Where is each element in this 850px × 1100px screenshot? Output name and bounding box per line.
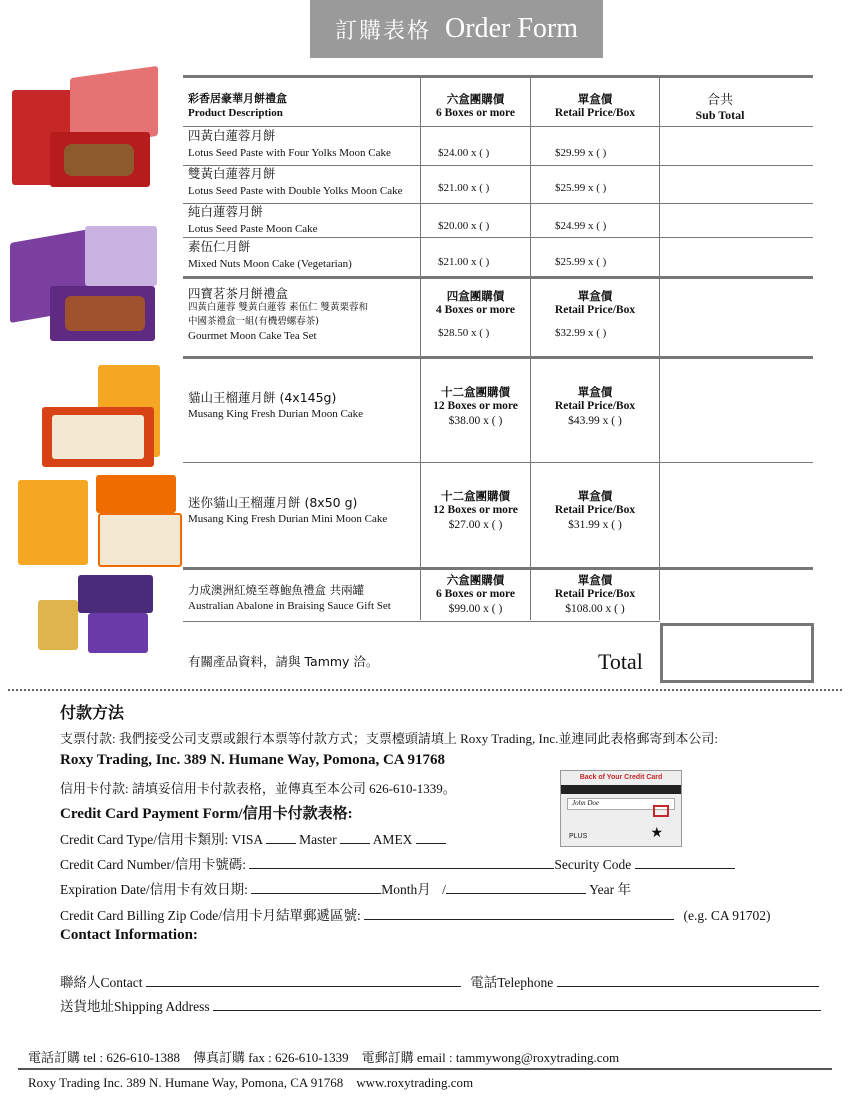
footer-address: Roxy Trading Inc. 389 N. Humane Way, Pomona, CA 91768 www.roxytrading.com <box>28 1075 474 1090</box>
row-en: Musang King Fresh Durian Moon Cake <box>188 408 364 420</box>
col-sub-en: Sub Total <box>695 108 745 122</box>
slash: / <box>442 882 446 897</box>
price-group: $28.50 x ( ) <box>438 327 490 339</box>
footer-contact: 電話訂購 tel : 626-610-1388 傳真訂購 fax : 626-610-1339 電郵訂購 email : tammywong@roxytrading.com <box>28 1050 620 1065</box>
amex-field[interactable] <box>416 831 446 844</box>
telephone-field[interactable] <box>557 974 819 987</box>
row-zh: 雙黃白蓮蓉月餅 <box>188 166 276 181</box>
price-group: $99.00 x ( ) <box>448 603 503 615</box>
contact-field[interactable] <box>146 974 461 987</box>
year-label: Year 年 <box>589 882 632 897</box>
row-double-yolks <box>188 167 420 198</box>
price-retail: $24.99 x ( ) <box>555 220 607 232</box>
zip-field[interactable] <box>364 907 674 920</box>
tea-group-en: 4 Boxes or more <box>435 304 516 316</box>
zip-label: Credit Card Billing Zip Code/信用卡月結單郵遞區號: <box>60 908 361 923</box>
card-signature: John Doe <box>567 798 675 810</box>
payment-address: Roxy Trading, Inc. 389 N. Humane Way, Pomona, CA 91768 <box>60 752 446 768</box>
col-retail-en: Retail Price/Box <box>554 107 636 119</box>
row-zh: 力成澳洲紅燒至尊鮑魚禮盒 共兩罐 <box>188 583 365 597</box>
price-group: $21.00 x ( ) <box>438 182 490 194</box>
price-group: $27.00 x ( ) <box>448 519 503 531</box>
cc-number-field[interactable] <box>249 856 554 869</box>
telephone-label: 電話Telephone <box>470 975 554 990</box>
row-zh: 純白蓮蓉月餅 <box>188 204 264 219</box>
row-mixed-nuts <box>188 240 420 271</box>
footer-divider <box>18 1068 832 1070</box>
row-zh: 素伍仁月餅 <box>188 239 251 254</box>
row-zh: 四黃白蓮蓉月餅 <box>188 128 276 143</box>
mini-group-zh: 十二盒團購價 <box>441 489 510 503</box>
price-group: $21.00 x ( ) <box>438 256 490 268</box>
cc-number-label: Credit Card Number/信用卡號碼: <box>60 857 246 872</box>
card-brand: PLUS <box>569 833 588 840</box>
price-retail: $25.99 x ( ) <box>555 256 607 268</box>
mooncake-box-red-image <box>12 72 162 192</box>
star-icon: ★ <box>650 826 663 841</box>
row-en: Gourmet Moon Cake Tea Set <box>188 330 317 342</box>
row-abalone <box>188 583 423 613</box>
security-label: Security Code <box>554 857 632 872</box>
expiration-row <box>60 878 631 898</box>
price-retail: $31.99 x ( ) <box>568 519 622 531</box>
col-retail-zh: 單盒價 <box>577 92 613 106</box>
abalone-retail-zh: 單盒價 <box>577 573 613 587</box>
price-retail: $29.99 x ( ) <box>555 147 607 159</box>
abalone-group-en: 6 Boxes or more <box>435 588 516 600</box>
durian-mooncake-image <box>42 365 170 473</box>
shipping-label: 送貨地址Shipping Address <box>60 999 210 1014</box>
tea-group-zh: 四盒團購價 <box>446 289 505 303</box>
mini-retail-en: Retail Price/Box <box>554 504 636 516</box>
row-en: Musang King Fresh Durian Mini Moon Cake <box>188 513 388 525</box>
col-product-en: Product Description <box>188 107 283 119</box>
row-en: Australian Abalone in Braising Sauce Gift Set <box>188 600 391 612</box>
contact-title: Contact Information: <box>60 927 198 943</box>
abalone-group-zh: 六盒團購價 <box>446 573 505 587</box>
shipping-field[interactable] <box>213 998 821 1011</box>
master-label: Master <box>299 832 337 847</box>
row-zh: 迷你貓山王榴蓮月餅 (8x50 g) <box>188 495 358 510</box>
cc-type-row <box>60 828 446 848</box>
total-label: Total <box>598 649 643 674</box>
visa-field[interactable] <box>266 831 296 844</box>
row-en: Lotus Seed Paste with Four Yolks Moon Cake <box>188 147 391 159</box>
cc-number-row <box>60 853 780 873</box>
price-group: $38.00 x ( ) <box>448 415 503 427</box>
mooncake-tea-set-image <box>10 226 160 346</box>
row-zh: 四寶茗茶月餅禮盒 <box>188 286 289 301</box>
abalone-retail-en: Retail Price/Box <box>554 588 636 600</box>
payment-card: 信用卡付款: 請填妥信用卡付款表格，並傳真至本公司 626-610-1339。 <box>60 781 456 796</box>
price-retail: $25.99 x ( ) <box>555 182 607 194</box>
zip-row <box>60 904 771 924</box>
durian-retail-en: Retail Price/Box <box>554 400 636 412</box>
price-group: $20.00 x ( ) <box>438 220 490 232</box>
col-six-zh: 六盒團購價 <box>446 92 505 106</box>
row-en: Mixed Nuts Moon Cake (Vegetarian) <box>188 258 352 270</box>
payment-title: 付款方法 <box>60 703 125 722</box>
durian-retail-zh: 單盒價 <box>577 385 613 399</box>
master-field[interactable] <box>340 831 370 844</box>
tea-retail-zh: 單盒價 <box>577 289 613 303</box>
row-zh-detail: 四黃白蓮蓉 雙黃白蓮蓉 素伍仁 雙黃栗蓉和 <box>188 302 369 313</box>
row-lotus <box>188 205 420 236</box>
price-retail: $32.99 x ( ) <box>555 327 607 339</box>
row-en: Lotus Seed Paste with Double Yolks Moon Cake <box>188 185 403 197</box>
contact-label: 聯絡人Contact <box>60 975 143 990</box>
zip-example: (e.g. CA 91702) <box>683 908 771 923</box>
price-group: $24.00 x ( ) <box>438 147 490 159</box>
form-header <box>310 0 603 58</box>
shipping-row <box>60 995 821 1015</box>
credit-card-back-image <box>560 770 682 847</box>
row-four-yolks <box>188 129 420 160</box>
cc-type-label: Credit Card Type/信用卡類別: VISA <box>60 832 263 847</box>
price-retail: $108.00 x ( ) <box>565 603 625 615</box>
col-six-en: 6 Boxes or more <box>435 107 516 119</box>
security-field[interactable] <box>635 856 735 869</box>
header-title-zh: 訂購表格 <box>335 18 432 44</box>
divider <box>8 689 842 691</box>
contact-note: 有關產品資料，請與 Tammy 洽。 <box>188 654 379 669</box>
month-field[interactable] <box>251 881 381 894</box>
row-durian <box>188 391 420 421</box>
total-field[interactable] <box>660 623 814 683</box>
amex-label: AMEX <box>372 832 413 847</box>
contact-row <box>60 971 819 991</box>
col-product-zh: 彩香居豪華月餅禮盒 <box>188 92 287 105</box>
abalone-gift-set-image <box>38 575 158 660</box>
row-zh-detail2: 中國茶禮盒一組(有機碧螺春茶) <box>188 316 319 327</box>
col-sub-zh: 合共 <box>706 93 733 108</box>
row-zh: 貓山王榴蓮月餅 (4x145g) <box>188 390 337 405</box>
tea-retail-en: Retail Price/Box <box>554 304 636 316</box>
card-title: Back of Your Credit Card <box>579 774 663 781</box>
durian-group-en: 12 Boxes or more <box>433 400 518 412</box>
durian-group-zh: 十二盒團購價 <box>441 385 510 399</box>
order-table <box>183 75 813 685</box>
payment-check: 支票付款: 我們接受公司支票或銀行本票等付款方式；支票檯頭請填上 Roxy Trading, Inc.並連同此表格郵寄到本公司: <box>60 731 718 746</box>
row-en: Lotus Seed Paste Moon Cake <box>188 223 318 235</box>
cc-form-title: Credit Card Payment Form/信用卡付款表格: <box>60 806 353 822</box>
header-title-en: Order Form <box>445 13 578 44</box>
row-tea-set <box>188 287 420 343</box>
expiration-label: Expiration Date/信用卡有效日期: <box>60 882 248 897</box>
mini-retail-zh: 單盒價 <box>577 489 613 503</box>
mini-durian-mooncake-image <box>18 475 180 570</box>
year-field[interactable] <box>446 881 586 894</box>
mini-group-en: 12 Boxes or more <box>433 504 518 516</box>
row-mini-durian <box>188 496 420 526</box>
price-retail: $43.99 x ( ) <box>568 415 622 427</box>
month-label: Month月 <box>381 882 431 897</box>
